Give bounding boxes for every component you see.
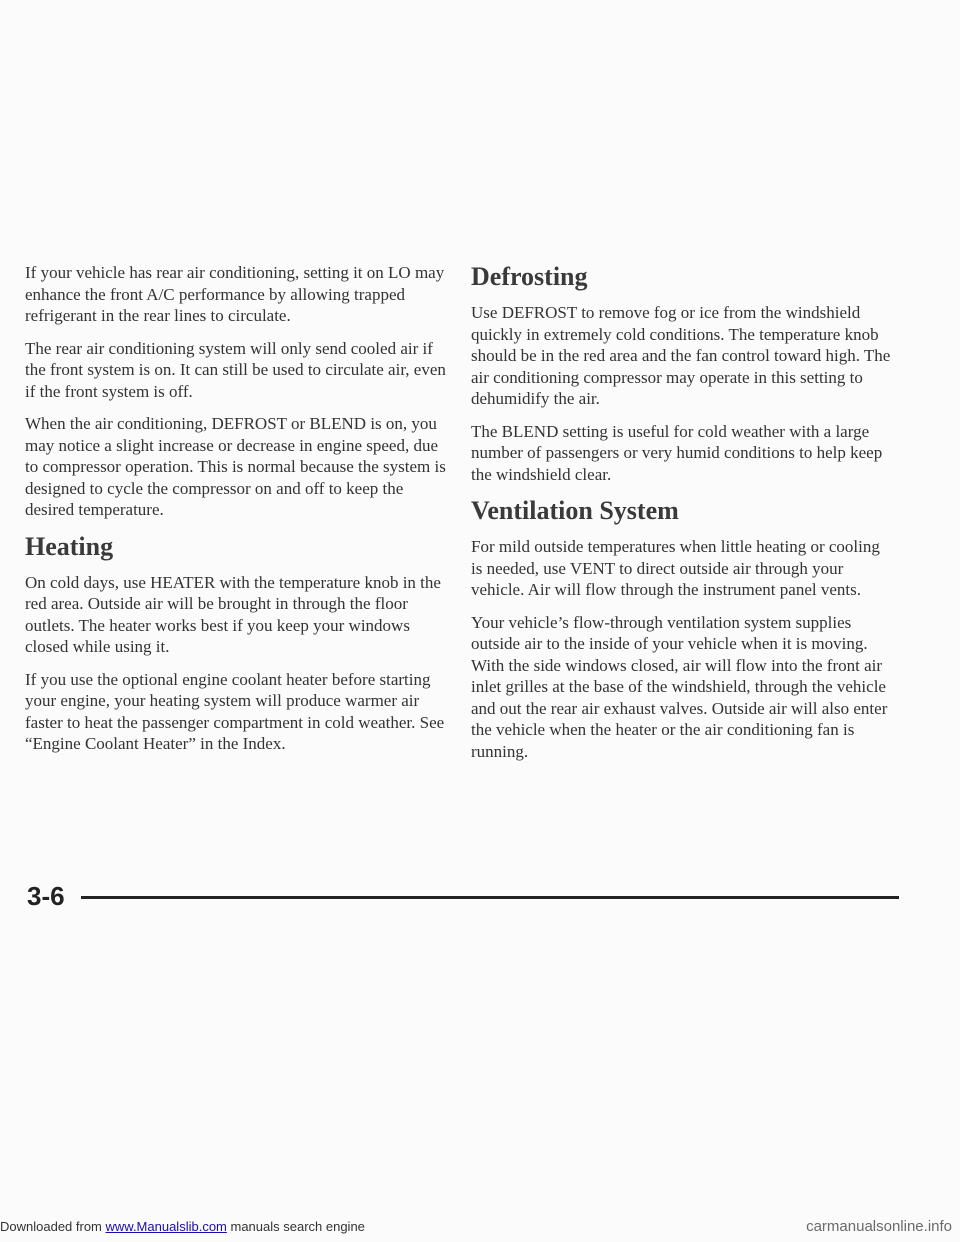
site-watermark: carmanualsonline.info [806,1218,952,1235]
left-column [25,262,447,766]
paragraph-ventilation-vent: For mild outside temperatures when little heating or cooling is needed, use VENT to direct outside air through your vehicle. Air will flow through the instrument panel vents. [471,537,880,599]
heading-heating: Heating [25,531,114,561]
heading-ventilation-system: Ventilation System [471,496,679,525]
page-number: 3-6 [27,881,65,911]
paragraph-rear-ac-front-system: The rear air conditioning system will only send cooled air if the front system is on. It can still be used to circulate air, even if the front system is off. [25,338,446,401]
paragraph-heating-cold-days: On cold days, use HEATER with the temperature knob in the red area. Outside air will be brought in through the floor outlets. The heater works best if you keep your windows closed while using it. [25,572,441,656]
heading-defrosting: Defrosting [471,262,588,291]
page-footer [23,876,879,916]
watermark-prefix: Downloaded from [0,1219,106,1234]
download-watermark [0,1218,365,1236]
watermark-suffix: manuals search engine [226,1219,365,1234]
paragraph-defrost-use: Use DEFROST to remove fog or ice from the windshield quickly in extremely cold conditions. The temperature knob should be in the red area and the fan control toward high. The air conditioning compressor may operate in this setting to dehumidify the air. [471,303,891,408]
paragraph-heating-coolant-heater: If you use the optional engine coolant heater before starting your engine, your heating system will produce warmer air faster to heat the passenger compartment in cold weather. See “Engine Coolant Heater” in the Index. [25,669,445,753]
right-column [471,262,893,773]
paragraph-engine-speed: When the air conditioning, DEFROST or BLEND is on, you may notice a slight increase or decrease in engine speed, due to compressor operation. This is normal because the system is designed to cycle the compressor on and off to keep the desired temperature. [25,414,446,519]
paragraph-rear-ac-lo: If your vehicle has rear air conditioning, setting it on LO may enhance the front A/C performance by allowing trapped refrigerant in the rear lines to circulate. [25,263,445,325]
watermark-link[interactable]: www.Manualslib.com [105,1219,227,1234]
paragraph-ventilation-flow-through: Your vehicle’s flow-through ventilation system supplies outside air to the inside of your vehicle when it is moving. With the side windows closed, air will flow into the front air inlet grilles at the base of the windshield, through the vehicle and out the rear air exhaust valves. Outside air will also enter the vehicle when the heater or the air conditioning fan is running. [471,612,888,761]
paragraph-blend-setting: The BLEND setting is useful for cold weather with a large number of passengers or very humid conditions to help keep the windshield clear. [471,421,883,484]
footer-divider [81,896,899,899]
